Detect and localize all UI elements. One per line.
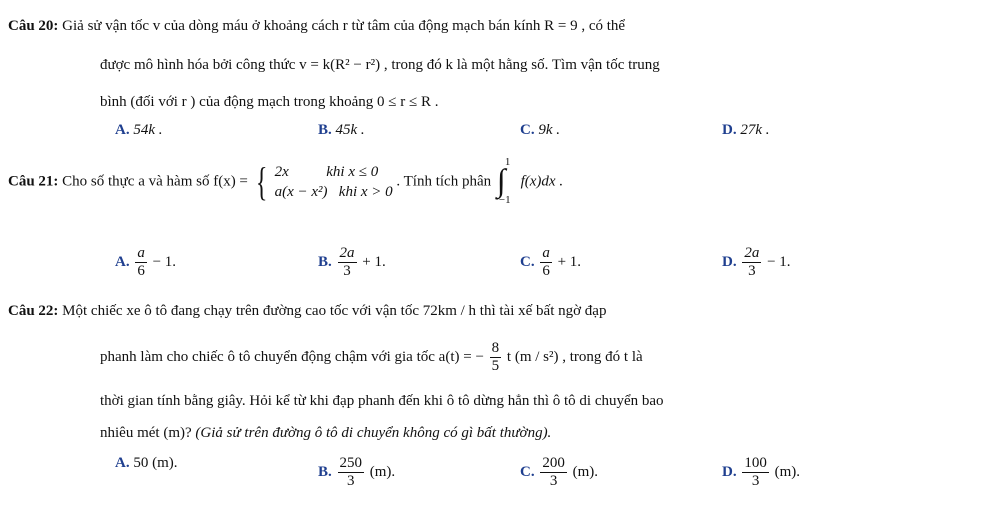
q21-int-upper: 1: [504, 156, 511, 168]
q20-line-3: bình (đối với r ) của động mạch trong khoảng 0 ≤ r ≤ R .: [100, 94, 439, 110]
q22-text-4b: (Giả sử trên đường ô tô di chuyển không có gì bất thường).: [195, 425, 552, 441]
q20-line-1: [8, 18, 625, 35]
q21-line-1: [8, 156, 564, 206]
q21-option-c[interactable]: C. $\frac{a}{6}$ + 1.: [520, 245, 582, 279]
q20-option-d[interactable]: D. 27k .: [722, 122, 770, 138]
q22-text-1: Một chiếc xe ô tô đang chạy trên đường cao tốc với vận tốc 72km / h thì tài xế bất ngờ đạp: [62, 303, 607, 319]
q22-option-d[interactable]: D. $\frac{100}{3}$ (m).: [722, 455, 801, 489]
q20-text-1: Giả sử vận tốc v của dòng máu ở khoảng cách r từ tâm của động mạch bán kính R = 9 , có thể: [62, 18, 626, 34]
q22-text-4a: nhiêu mét (m)?: [100, 425, 192, 441]
q20-option-c[interactable]: C. 9k .: [520, 122, 561, 138]
q21-case-1: 2x khi x ≤ 0: [274, 164, 379, 180]
q21-option-d[interactable]: D. $\frac{2a}{3}$ − 1.: [722, 245, 791, 279]
q21-integrand: f(x)dx .: [520, 173, 564, 190]
q21-label: Câu 21:: [8, 173, 59, 190]
q20-line-2: được mô hình hóa bởi công thức v = k(R² − r²) , trong đó k là một hằng số. Tìm vận tốc trung: [100, 57, 660, 73]
brace-icon: {: [255, 159, 268, 204]
q22-line-4: [100, 425, 551, 442]
q22-line-1: [8, 303, 606, 320]
q21-cases: [275, 162, 393, 202]
integral-sign-icon: ∫ 1 −1: [496, 156, 511, 206]
q21-option-b[interactable]: B. $\frac{2a}{3}$ + 1.: [318, 245, 386, 279]
q21-int-lower: −1: [498, 194, 511, 206]
q20-option-a[interactable]: A. 54k .: [115, 122, 163, 138]
q21-case-2: a(x − x²) khi x > 0: [274, 184, 393, 200]
q22-option-a[interactable]: A. 50 (m).: [115, 455, 178, 471]
q22-frac-den: 5: [491, 358, 500, 374]
q20-option-b[interactable]: B. 45k .: [318, 122, 365, 138]
q22-line-3: thời gian tính bằng giây. Hỏi kể từ khi đạp phanh đến khi ô tô dừng hẳn thì ô tô di chuyển bao: [100, 393, 664, 409]
q22-option-b[interactable]: B. $\frac{250}{3}$ (m).: [318, 455, 396, 489]
q22-label: Câu 22:: [8, 303, 59, 319]
q21-intro: Cho số thực a và hàm số f(x) =: [62, 173, 248, 190]
q22-line-2: [100, 340, 643, 375]
q21-task: . Tính tích phân: [396, 173, 492, 190]
q22-text-2a: phanh làm cho chiếc ô tô chuyển động chậm với gia tốc a(t) = −: [100, 348, 484, 365]
q21-option-a[interactable]: A. $\frac{a}{6}$ − 1.: [115, 245, 177, 279]
q22-option-c[interactable]: C. $\frac{200}{3}$ (m).: [520, 455, 599, 489]
q20-label: Câu 20:: [8, 18, 59, 34]
q22-text-2b: t (m / s²) , trong đó t là: [506, 348, 643, 365]
q22-frac-num: 8: [491, 340, 500, 356]
